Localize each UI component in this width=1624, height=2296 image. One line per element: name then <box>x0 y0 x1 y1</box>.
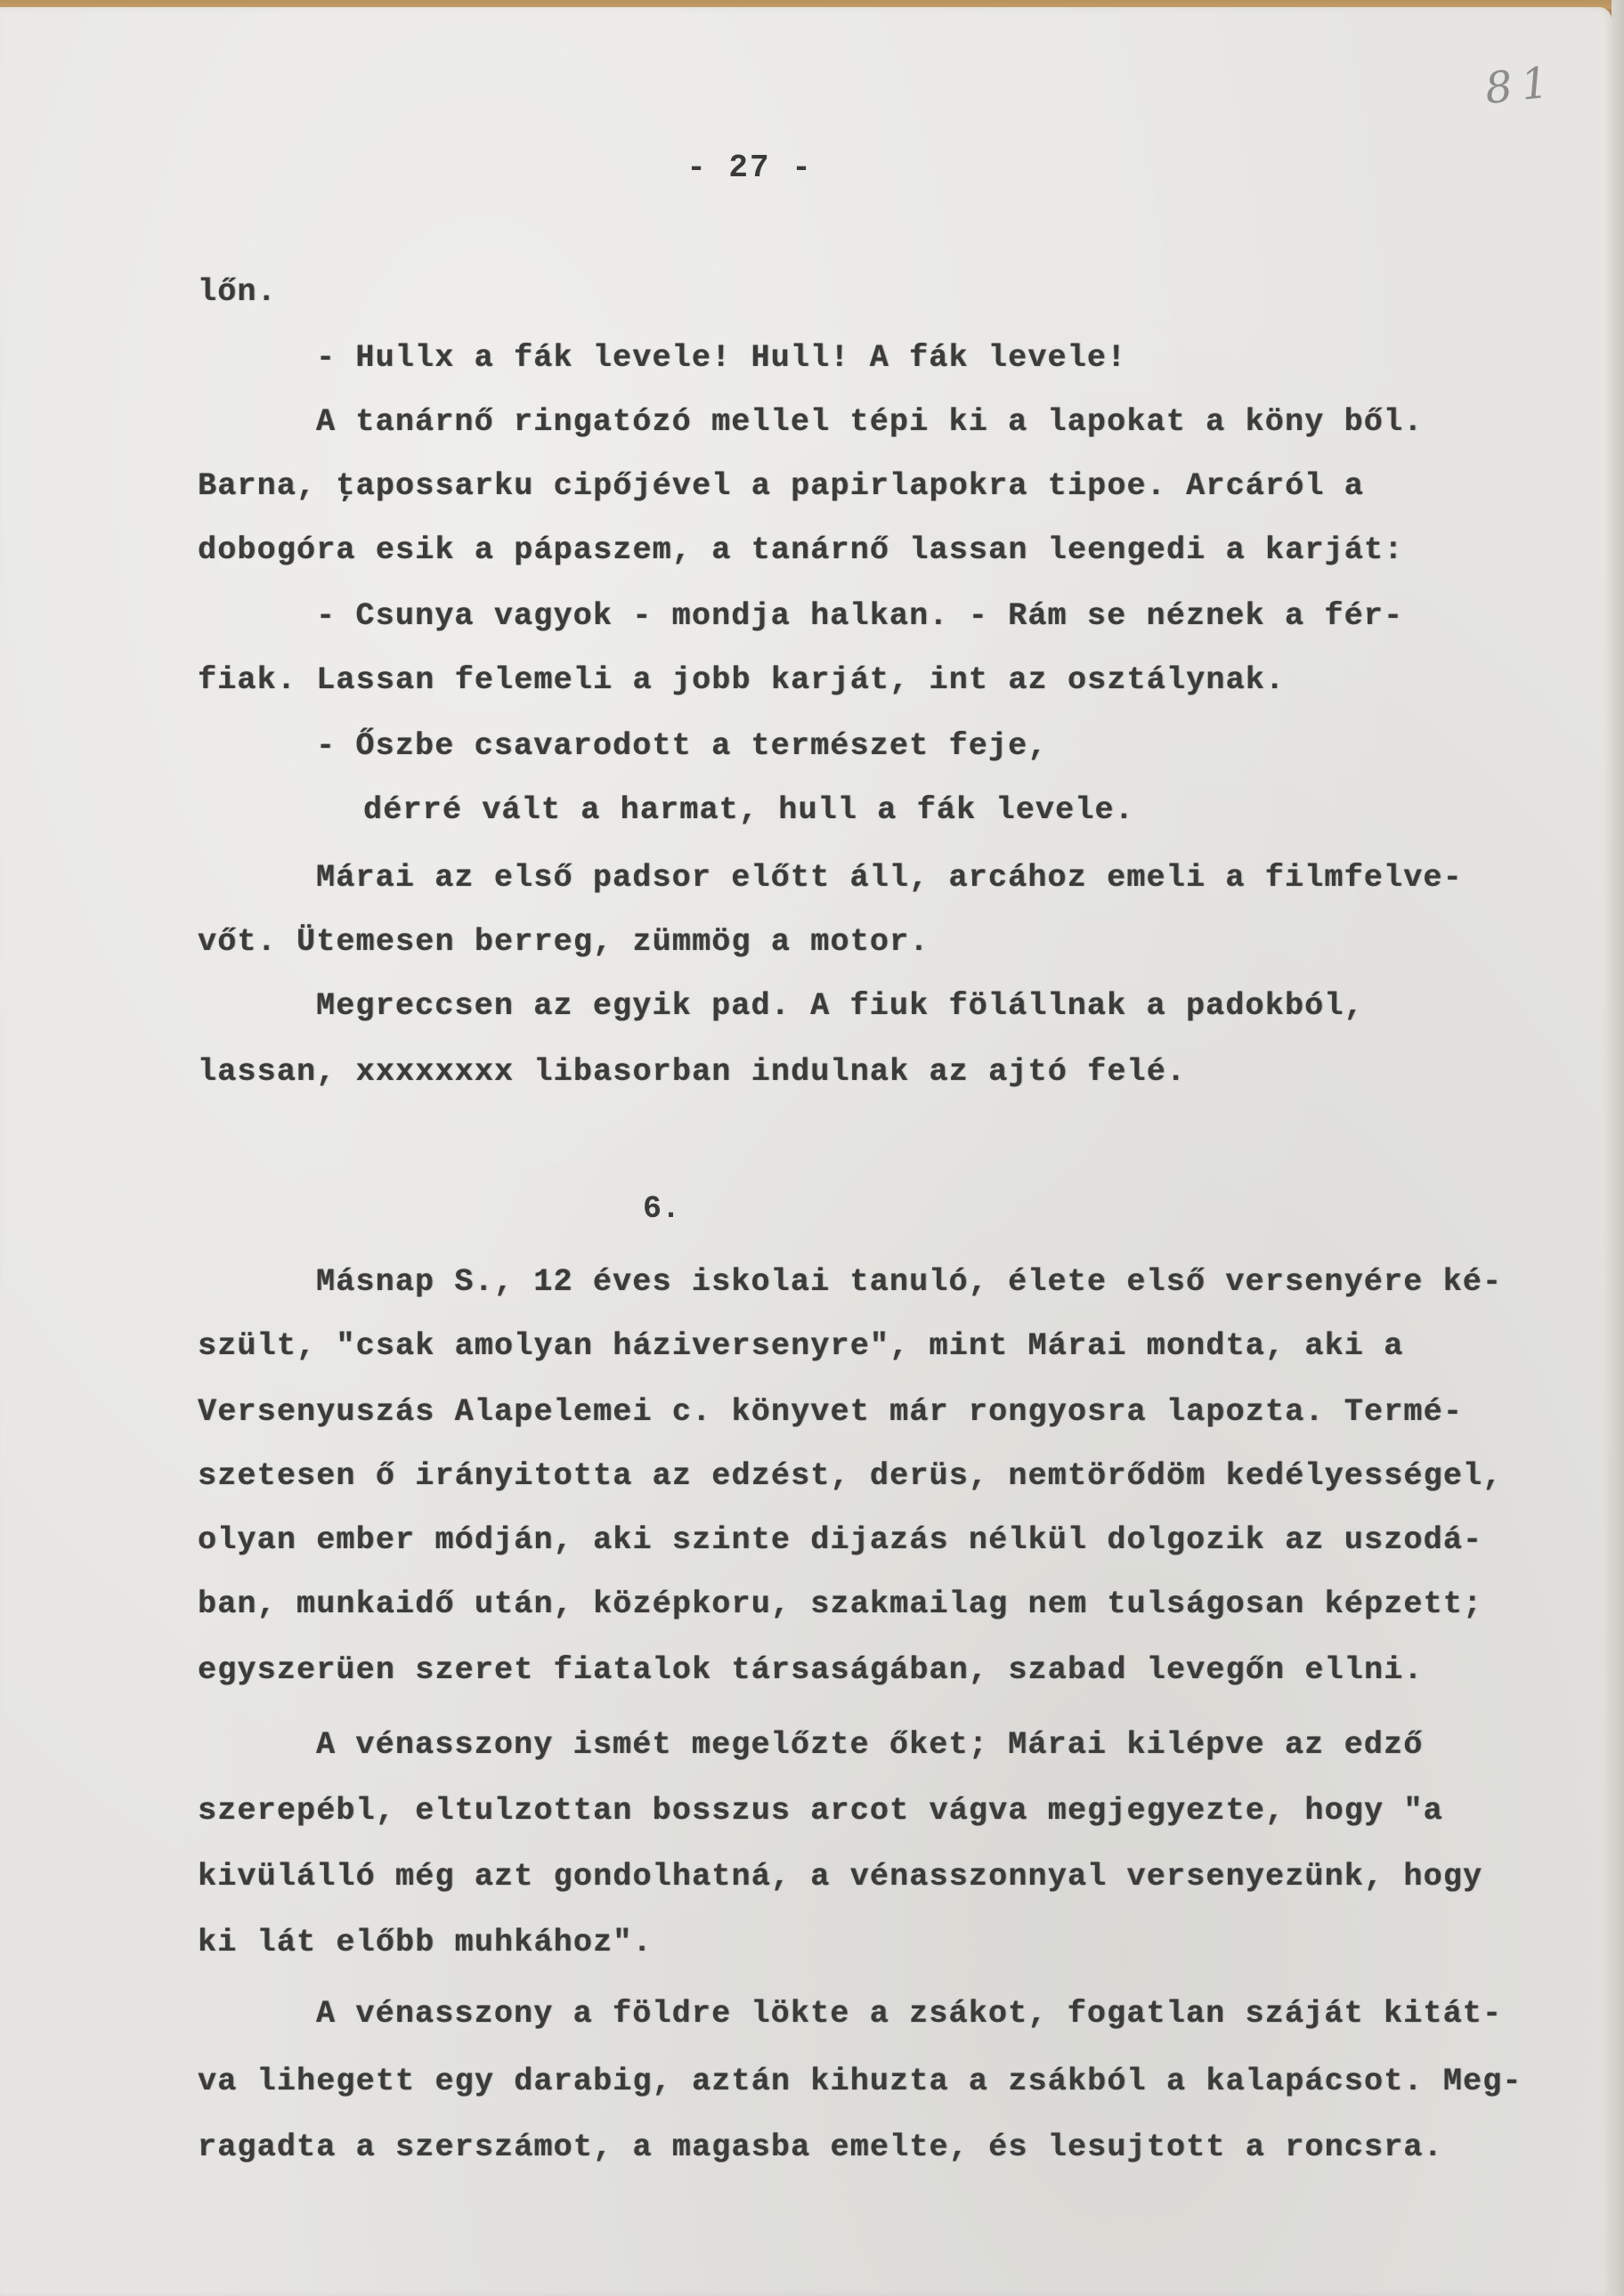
text-line: szült, "csak amolyan háziversenyre", mint Márai mondta, aki a <box>198 1328 1404 1364</box>
text-line: kivülálló még azt gondolhatná, a vénasszonnyal versenyezünk, hogy <box>198 1859 1483 1894</box>
text-line: dobogóra esik a pápaszem, a tanárnő lassan leengedi a karját: <box>198 532 1404 568</box>
text-line: vőt. Ütemesen berreg, zümmög a motor. <box>198 924 930 960</box>
text-line: Másnap S., 12 éves iskolai tanuló, élete első versenyére ké- <box>316 1264 1503 1300</box>
text-line: ki lát előbb muhkához". <box>198 1925 653 1960</box>
text-line: A tanárnő ringatózó mellel tépi ki a lapokat a köny ből. <box>316 404 1424 440</box>
page-edge-right <box>1612 0 1624 2296</box>
text-line: Márai az első padsor előtt áll, arcához emeli a filmfelve- <box>316 860 1463 896</box>
text-line: ragadta a szerszámot, a magasba emelte, és lesujtott a roncsra. <box>198 2130 1443 2165</box>
text-line: olyan ember módján, aki szinte dijazás nélkül dolgozik az uszodá- <box>198 1522 1483 1558</box>
text-line: szetesen ő irányitotta az edzést, derüs, nemtörődöm kedélyességel, <box>198 1458 1503 1494</box>
text-line: lőn. <box>198 274 277 310</box>
handwritten-folio-number: 81 <box>1482 56 1560 115</box>
page-number: - 27 - <box>686 150 813 186</box>
section-number: 6. <box>643 1191 681 1227</box>
text-line: A vénasszony ismét megelőzte őket; Márai kilépve az edző <box>316 1727 1424 1763</box>
text-line: egyszerüen szeret fiatalok társaságában, szabad levegőn ellni. <box>198 1652 1424 1688</box>
text-line: va lihegett egy darabig, aztán kihuzta a zsákból a kalapácsot. Meg- <box>198 2064 1522 2099</box>
text-line: - Csunya vagyok - mondja halkan. - Rám se néznek a fér- <box>316 598 1404 634</box>
text-line: szerepébl, eltulzottan bosszus arcot vágva megjegyezte, hogy "a <box>198 1793 1443 1829</box>
text-line: A vénasszony a földre lökte a zsákot, fogatlan száját kitát- <box>316 1996 1503 2032</box>
text-line: Barna, ţapossarku cipőjével a papirlapokra tipoe. Arcáról a <box>198 468 1365 504</box>
text-line: Versenyuszás Alapelemei c. könyvet már rongyosra lapozta. Termé- <box>198 1394 1464 1430</box>
text-line: lassan, xxxxxxxx libasorban indulnak az ajtó felé. <box>198 1054 1187 1090</box>
text-line: fiak. Lassan felemeli a jobb karját, int az osztálynak. <box>198 662 1286 698</box>
text-line: - Őszbe csavarodott a természet feje, <box>316 728 1048 764</box>
text-line: Megreccsen az egyik pad. A fiuk fölállnak a padokból, <box>316 988 1364 1024</box>
text-line: ban, munkaidő után, középkoru, szakmailag nem tulságosan képzett; <box>198 1586 1483 1622</box>
verse-line: dérré vált a harmat, hull a fák levele. <box>363 792 1134 828</box>
text-line: - Hullx a fák levele! Hull! A fák levele! <box>316 340 1127 376</box>
